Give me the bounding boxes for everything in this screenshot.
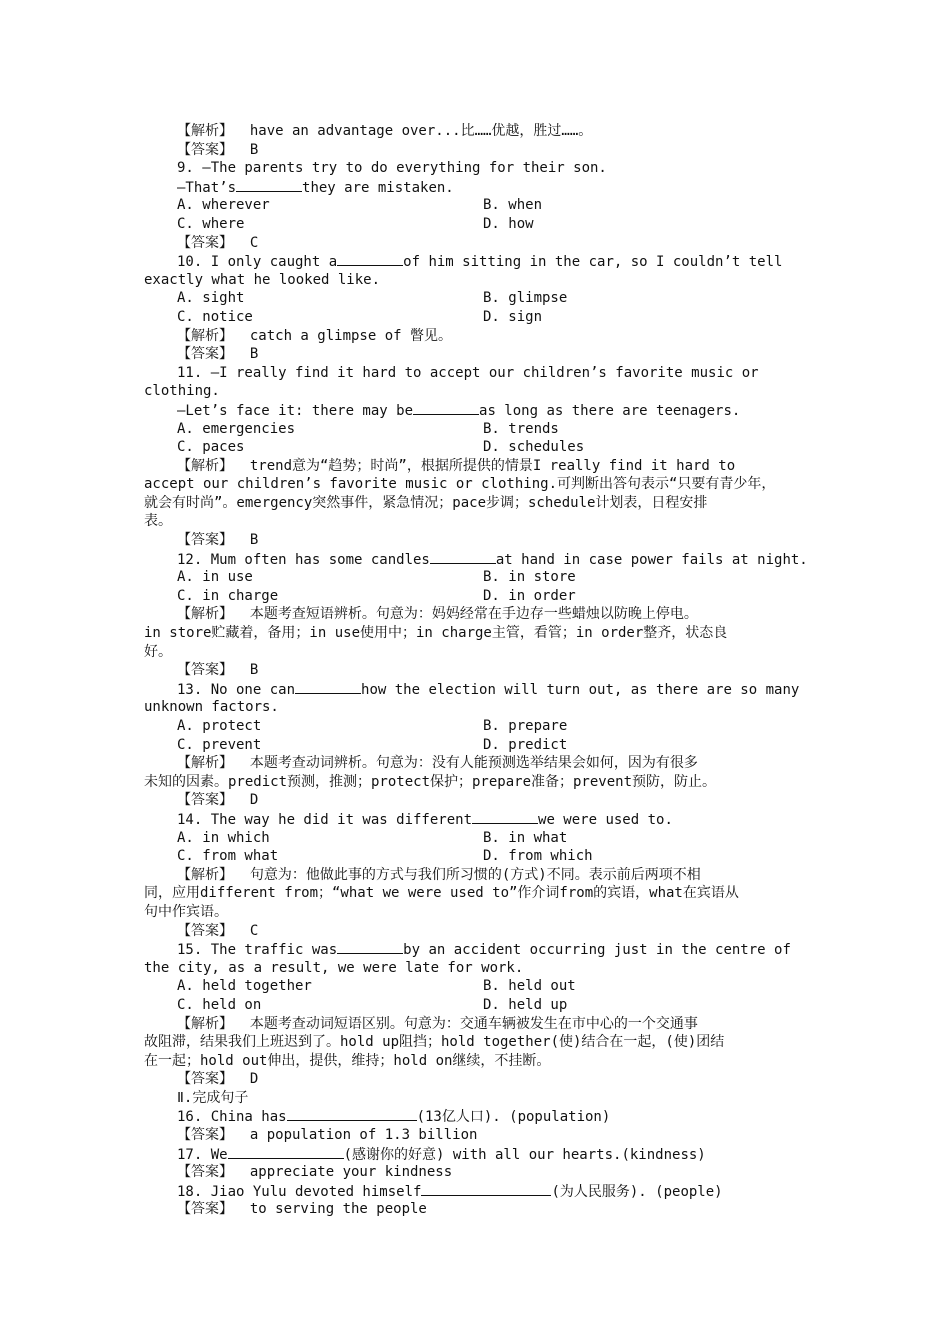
q13-answer-line bbox=[144, 791, 810, 810]
q12-options-row-2 bbox=[144, 587, 810, 606]
q17-blank bbox=[228, 1145, 344, 1159]
q10-answer-line bbox=[144, 345, 810, 364]
q14-stem-pre: 14. The way he did it was different bbox=[177, 811, 473, 828]
q8-answer: B bbox=[249, 141, 259, 158]
q10-options-row-1 bbox=[144, 289, 810, 308]
q15-analysis-line-2: 故阻滞，结果我们上班迟到了。hold up阻挡；hold together(使)结合在一起，(使)团结 bbox=[144, 1034, 725, 1051]
answer-label: 【答案】 bbox=[177, 1071, 233, 1088]
answer-label: 【答案】 bbox=[177, 1127, 233, 1144]
q15-option-a: A. held together bbox=[177, 978, 312, 995]
q10-option-d: D. sign bbox=[483, 308, 543, 325]
q11-analysis-line-4: 表。 bbox=[144, 513, 172, 530]
q11-option-d: D. schedules bbox=[483, 439, 585, 456]
q16-answer: a population of 1.3 billion bbox=[249, 1127, 478, 1144]
q14-options-row-1 bbox=[144, 829, 810, 848]
q15-answer-line bbox=[144, 1070, 810, 1089]
q13-options-row-1 bbox=[144, 717, 810, 736]
q15-options-row-1 bbox=[144, 977, 810, 996]
q12-analysis-1: 本题考查短语辨析。句意为：妈妈经常在手边存一些蜡烛以防晚上停电。 bbox=[249, 606, 698, 623]
q17-stem-pre: 17. We bbox=[177, 1146, 228, 1163]
q12-stem-pre: 12. Mum often has some candles bbox=[177, 551, 430, 568]
q18-stem bbox=[144, 1182, 810, 1201]
q9-stem: 9. —The parents try to do everything for their son. bbox=[177, 160, 607, 177]
q12-option-d: D. in order bbox=[483, 587, 576, 604]
analysis-label: 【解析】 bbox=[177, 866, 233, 883]
q18-stem-post: (为人民服务). (people) bbox=[551, 1183, 723, 1200]
q10-stem bbox=[144, 252, 810, 271]
answer-label: 【答案】 bbox=[177, 1201, 233, 1218]
q13-blank bbox=[295, 680, 361, 694]
analysis-label: 【解析】 bbox=[177, 327, 233, 344]
q13-option-c: C. prevent bbox=[177, 736, 262, 753]
q13-answer: D bbox=[249, 792, 259, 809]
q11-options-row-1 bbox=[144, 420, 810, 439]
answer-label: 【答案】 bbox=[177, 1164, 233, 1181]
q18-blank bbox=[421, 1182, 551, 1196]
q13-stem-pre: 13. No one can bbox=[177, 681, 296, 698]
q10-analysis: catch a glimpse of 瞥见。 bbox=[249, 327, 453, 344]
q9-reply-pre: —That’s bbox=[177, 179, 237, 196]
q10-option-c: C. notice bbox=[177, 308, 253, 325]
q11-answer: B bbox=[249, 532, 259, 549]
q16-stem bbox=[144, 1107, 810, 1126]
q16-answer-line bbox=[144, 1126, 810, 1145]
q9-options-row-2 bbox=[144, 215, 810, 234]
q10-analysis-line bbox=[144, 327, 810, 346]
q12-answer-line bbox=[144, 661, 810, 680]
answer-label: 【答案】 bbox=[177, 532, 233, 549]
q18-answer-line bbox=[144, 1200, 810, 1219]
q15-option-d: D. held up bbox=[483, 996, 568, 1013]
q14-option-a: A. in which bbox=[177, 829, 270, 846]
q12-stem bbox=[144, 550, 810, 569]
analysis-label: 【解析】 bbox=[177, 606, 233, 623]
q11-reply bbox=[144, 401, 810, 420]
q14-analysis-line-1 bbox=[144, 866, 810, 885]
q17-stem-post: (感谢你的好意) with all our hearts.(kindness) bbox=[343, 1146, 706, 1163]
q11-analysis-line-2: accept our children’s favorite music or clothing.可判断出答句表示“只要有青少年， bbox=[144, 476, 776, 493]
q10-blank bbox=[337, 252, 403, 266]
q14-blank bbox=[472, 810, 538, 824]
q15-analysis-1: 本题考查动词短语区别。句意为：交通车辆被发生在市中心的一个交通事 bbox=[249, 1015, 698, 1032]
q13-analysis-line-2: 未知的因素。predict预测，推测；protect保护；prepare准备；prevent预防，防止。 bbox=[144, 773, 717, 790]
q15-blank bbox=[337, 940, 403, 954]
q11-options-row-2 bbox=[144, 438, 810, 457]
q11-stem: 11. —I really find it hard to accept our children’s favorite music or bbox=[177, 364, 759, 381]
q15-options-row-2 bbox=[144, 996, 810, 1015]
analysis-label: 【解析】 bbox=[177, 457, 233, 474]
q13-analysis-line-1 bbox=[144, 754, 810, 773]
q14-options-row-2 bbox=[144, 847, 810, 866]
q10-options-row-2 bbox=[144, 308, 810, 327]
q15-analysis-line-1 bbox=[144, 1015, 810, 1034]
q12-analysis-line-3: 好。 bbox=[144, 643, 172, 660]
q11-option-a: A. emergencies bbox=[177, 420, 296, 437]
q9-options-row-1 bbox=[144, 196, 810, 215]
q10-stem-pre: 10. I only caught a bbox=[177, 254, 338, 271]
q12-stem-post: at hand in case power fails at night. bbox=[495, 551, 808, 568]
q12-option-a: A. in use bbox=[177, 569, 253, 586]
q15-analysis-line-3: 在一起；hold out伸出，提供，维持；hold on继续，不挂断。 bbox=[144, 1052, 551, 1069]
q9-reply-post: they are mistaken. bbox=[302, 179, 454, 196]
q14-stem bbox=[144, 810, 810, 829]
answer-label: 【答案】 bbox=[177, 922, 233, 939]
q16-stem-pre: 16. China has bbox=[177, 1109, 287, 1126]
q15-stem-pre: 15. The traffic was bbox=[177, 942, 338, 959]
q16-blank bbox=[287, 1107, 417, 1121]
q14-stem-post: we were used to. bbox=[538, 811, 673, 828]
analysis-label: 【解析】 bbox=[177, 755, 233, 772]
q11-option-c: C. paces bbox=[177, 439, 245, 456]
q14-option-d: D. from which bbox=[483, 848, 593, 865]
q11-blank bbox=[413, 401, 479, 415]
q11-stem-cont: clothing. bbox=[144, 383, 220, 400]
q12-analysis-line-1 bbox=[144, 605, 810, 624]
q10-option-a: A. sight bbox=[177, 290, 245, 307]
q13-option-d: D. predict bbox=[483, 736, 568, 753]
q14-option-b: B. in what bbox=[483, 829, 568, 846]
q15-option-c: C. held on bbox=[177, 996, 262, 1013]
q12-option-c: C. in charge bbox=[177, 587, 279, 604]
q13-stem-post: how the election will turn out, as there are so many bbox=[361, 681, 800, 698]
answer-label: 【答案】 bbox=[177, 346, 233, 363]
analysis-label: 【解析】 bbox=[177, 123, 233, 139]
q11-analysis-line-3: 就会有时尚”。emergency突然事件，紧急情况；pace步调；schedule计划表，日程安排 bbox=[144, 494, 708, 511]
q11-answer-line bbox=[144, 531, 810, 550]
q9-option-b: B. when bbox=[483, 197, 543, 214]
q13-options-row-2 bbox=[144, 736, 810, 755]
q10-stem-post: of him sitting in the car, so I couldn’t tell bbox=[403, 254, 783, 271]
q15-stem bbox=[144, 940, 810, 959]
q13-analysis-1: 本题考查动词辨析。句意为：没有人能预测选举结果会如何，因为有很多 bbox=[249, 755, 698, 772]
section-2-title: Ⅱ.完成句子 bbox=[177, 1089, 249, 1106]
answer-label: 【答案】 bbox=[177, 662, 233, 679]
q11-analysis-line-1 bbox=[144, 457, 810, 476]
q10-option-b: B. glimpse bbox=[483, 290, 568, 307]
q12-option-b: B. in store bbox=[483, 569, 576, 586]
q10-answer: B bbox=[249, 346, 259, 363]
q11-option-b: B. trends bbox=[483, 420, 559, 437]
q12-options-row-1 bbox=[144, 568, 810, 587]
q15-stem-cont: the city, as a result, we were late for work. bbox=[144, 959, 524, 976]
q12-blank bbox=[430, 550, 496, 564]
q8-analysis-line bbox=[144, 122, 810, 141]
q16-stem-post: (13亿人口). (population) bbox=[416, 1109, 611, 1126]
q17-stem bbox=[144, 1145, 810, 1164]
q10-stem-cont: exactly what he looked like. bbox=[144, 271, 381, 288]
analysis-label: 【解析】 bbox=[177, 1015, 233, 1032]
q14-option-c: C. from what bbox=[177, 848, 279, 865]
q17-answer-line bbox=[144, 1163, 810, 1182]
answer-label: 【答案】 bbox=[177, 792, 233, 809]
q15-option-b: B. held out bbox=[483, 978, 576, 995]
q9-blank bbox=[236, 178, 302, 192]
q13-stem-cont: unknown factors. bbox=[144, 699, 279, 716]
q9-answer-line bbox=[144, 234, 810, 253]
q9-answer: C bbox=[249, 234, 259, 251]
q9-option-d: D. how bbox=[483, 215, 534, 232]
q14-answer: C bbox=[249, 922, 259, 939]
q13-option-a: A. protect bbox=[177, 718, 262, 734]
answer-label: 【答案】 bbox=[177, 234, 233, 251]
q9-option-c: C. where bbox=[177, 215, 245, 232]
q15-stem-post: by an accident occurring just in the centre of bbox=[403, 942, 791, 959]
q12-analysis-line-2: in store贮藏着，备用；in use使用中；in charge主管，看管；in order整齐，状态良 bbox=[144, 625, 728, 642]
q14-analysis-1: 句意为：他做此事的方式与我们所习惯的(方式)不同。表示前后两项不相 bbox=[249, 866, 701, 883]
q9-option-a: A. wherever bbox=[177, 197, 270, 214]
q18-stem-pre: 18. Jiao Yulu devoted himself bbox=[177, 1183, 422, 1200]
q13-option-b: B. prepare bbox=[483, 718, 568, 734]
q8-analysis: have an advantage over...比……优越，胜过……。 bbox=[249, 123, 593, 139]
q17-answer: appreciate your kindness bbox=[249, 1164, 453, 1181]
q12-answer: B bbox=[249, 662, 259, 679]
q18-answer: to serving the people bbox=[249, 1201, 427, 1218]
q13-stem bbox=[144, 680, 810, 699]
q14-analysis-line-2: 同，应用different from；“what we were used to”作介词from的宾语，what在宾语从 bbox=[144, 885, 739, 902]
q11-analysis-1: trend意为“趋势；时尚”，根据所提供的情景I really find it hard to bbox=[249, 457, 736, 474]
q8-answer-line bbox=[144, 141, 810, 160]
q11-reply-post: as long as there are teenagers. bbox=[479, 402, 741, 419]
q15-answer: D bbox=[249, 1071, 259, 1088]
q9-reply bbox=[144, 178, 810, 197]
q14-analysis-line-3: 句中作宾语。 bbox=[144, 903, 228, 920]
q14-answer-line bbox=[144, 922, 810, 941]
q11-reply-pre: —Let’s face it: there may be bbox=[177, 402, 414, 419]
answer-label: 【答案】 bbox=[177, 141, 233, 158]
